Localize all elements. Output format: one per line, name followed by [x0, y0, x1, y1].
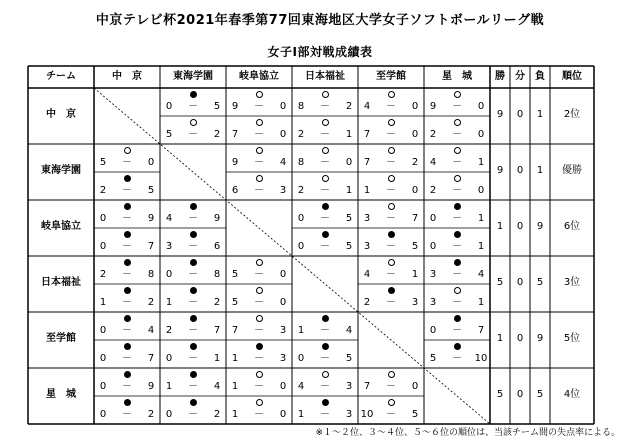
- score-opponent: 4: [147, 325, 155, 336]
- score-dash: －: [320, 157, 330, 168]
- wins-count: 5: [496, 389, 504, 400]
- open-circle-mark: [256, 315, 263, 322]
- open-circle-mark: [190, 119, 197, 126]
- score-opponent: 5: [345, 241, 353, 252]
- wins-count: 9: [496, 109, 504, 120]
- score-dash: －: [386, 185, 396, 196]
- score-opponent: 0: [279, 409, 287, 420]
- filled-circle-mark: [190, 91, 197, 98]
- open-circle-mark: [388, 147, 395, 154]
- filled-circle-mark: [322, 203, 329, 210]
- score-dash: －: [320, 129, 330, 140]
- score-opponent: 1: [345, 185, 353, 196]
- open-circle-mark: [322, 371, 329, 378]
- score-own: 0: [165, 409, 173, 420]
- filled-circle-mark: [124, 399, 131, 406]
- score-own: 10: [360, 409, 374, 420]
- score-own: 0: [297, 241, 305, 252]
- open-circle-mark: [388, 119, 395, 126]
- filled-circle-mark: [322, 315, 329, 322]
- score-dash: －: [320, 185, 330, 196]
- score-dash: －: [122, 185, 132, 196]
- score-opponent: 1: [477, 241, 485, 252]
- filled-circle-mark: [190, 371, 197, 378]
- score-own: 6: [231, 185, 239, 196]
- team-rank: 6位: [563, 221, 581, 232]
- score-own: 7: [363, 157, 371, 168]
- score-dash: －: [188, 353, 198, 364]
- filled-circle-mark: [124, 287, 131, 294]
- team-name: 日本福祉: [41, 277, 81, 288]
- score-own: 0: [99, 241, 107, 252]
- page-title: 中京テレビ杯2021年春季第77回東海地区大学女子ソフトボールリーグ戦: [95, 13, 545, 28]
- team-rank: 4位: [563, 389, 581, 400]
- score-own: 4: [363, 269, 371, 280]
- score-opponent: 5: [411, 409, 419, 420]
- score-own: 0: [99, 381, 107, 392]
- score-opponent: 0: [279, 269, 287, 280]
- losses-count: 1: [536, 109, 544, 120]
- score-opponent: 4: [345, 325, 353, 336]
- draws-count: 0: [516, 221, 524, 232]
- team-name: 至学館: [46, 333, 76, 344]
- score-own: 2: [363, 297, 371, 308]
- score-own: 0: [429, 241, 437, 252]
- score-opponent: 8: [213, 269, 221, 280]
- team-rank: 2位: [563, 109, 581, 120]
- score-opponent: 4: [213, 381, 221, 392]
- score-opponent: 0: [477, 101, 485, 112]
- open-circle-mark: [388, 399, 395, 406]
- score-dash: －: [452, 213, 462, 224]
- score-own: 1: [231, 409, 239, 420]
- score-dash: －: [320, 409, 330, 420]
- open-circle-mark: [388, 91, 395, 98]
- filled-circle-mark: [190, 231, 197, 238]
- team-rank: 5位: [563, 333, 581, 344]
- filled-circle-mark: [124, 231, 131, 238]
- score-own: 2: [429, 129, 437, 140]
- score-opponent: 0: [477, 185, 485, 196]
- score-own: 1: [231, 353, 239, 364]
- score-own: 7: [231, 129, 239, 140]
- score-own: 4: [297, 381, 305, 392]
- score-opponent: 0: [411, 101, 419, 112]
- score-dash: －: [386, 241, 396, 252]
- filled-circle-mark: [454, 259, 461, 266]
- open-circle-mark: [454, 119, 461, 126]
- score-own: 0: [99, 409, 107, 420]
- filled-circle-mark: [124, 371, 131, 378]
- filled-circle-mark: [190, 259, 197, 266]
- filled-circle-mark: [124, 175, 131, 182]
- team-name: 東海学園: [41, 165, 81, 176]
- draws-count: 0: [516, 389, 524, 400]
- score-opponent: 0: [345, 157, 353, 168]
- score-dash: －: [452, 241, 462, 252]
- score-dash: －: [320, 325, 330, 336]
- score-dash: －: [386, 297, 396, 308]
- score-own: 8: [297, 157, 305, 168]
- score-opponent: 2: [147, 409, 155, 420]
- score-opponent: 10: [474, 353, 488, 364]
- score-own: 3: [429, 297, 437, 308]
- score-own: 0: [165, 101, 173, 112]
- score-dash: －: [188, 101, 198, 112]
- open-circle-mark: [256, 175, 263, 182]
- score-dash: －: [320, 101, 330, 112]
- score-own: 0: [99, 325, 107, 336]
- filled-circle-mark: [454, 231, 461, 238]
- header-opponent: 中 京: [112, 71, 142, 82]
- wins-count: 1: [496, 221, 504, 232]
- score-dash: －: [122, 409, 132, 420]
- score-dash: －: [254, 381, 264, 392]
- score-dash: －: [386, 409, 396, 420]
- score-opponent: 1: [477, 297, 485, 308]
- score-dash: －: [254, 297, 264, 308]
- score-dash: －: [386, 269, 396, 280]
- team-rank: 3位: [563, 277, 581, 288]
- open-circle-mark: [322, 147, 329, 154]
- score-own: 7: [363, 129, 371, 140]
- score-own: 2: [297, 185, 305, 196]
- score-dash: －: [188, 213, 198, 224]
- score-opponent: 3: [411, 297, 419, 308]
- score-dash: －: [254, 353, 264, 364]
- score-own: 0: [297, 213, 305, 224]
- score-dash: －: [386, 129, 396, 140]
- filled-circle-mark: [124, 259, 131, 266]
- open-circle-mark: [388, 371, 395, 378]
- score-opponent: 8: [147, 269, 155, 280]
- footnote: ※１〜２位、３〜４位、５〜６位の順位は、当該チーム間の失点率による。: [315, 428, 620, 438]
- score-own: 5: [99, 157, 107, 168]
- score-opponent: 3: [345, 409, 353, 420]
- filled-circle-mark: [322, 231, 329, 238]
- score-own: 0: [429, 325, 437, 336]
- score-opponent: 7: [411, 213, 419, 224]
- filled-circle-mark: [256, 343, 263, 350]
- header-draws: 分: [515, 71, 525, 82]
- score-own: 1: [165, 381, 173, 392]
- filled-circle-mark: [322, 399, 329, 406]
- score-opponent: 0: [279, 381, 287, 392]
- draws-count: 0: [516, 333, 524, 344]
- score-dash: －: [122, 241, 132, 252]
- score-own: 2: [165, 325, 173, 336]
- score-opponent: 5: [411, 241, 419, 252]
- score-opponent: 1: [477, 157, 485, 168]
- score-opponent: 6: [213, 241, 221, 252]
- score-own: 4: [429, 157, 437, 168]
- score-opponent: 9: [147, 213, 155, 224]
- filled-circle-mark: [454, 203, 461, 210]
- open-circle-mark: [256, 287, 263, 294]
- score-dash: －: [452, 269, 462, 280]
- score-own: 1: [363, 185, 371, 196]
- filled-circle-mark: [124, 343, 131, 350]
- table-subtitle: 女子Ⅰ部対戦成績表: [267, 45, 373, 59]
- score-opponent: 2: [213, 129, 221, 140]
- score-opponent: 0: [411, 381, 419, 392]
- score-own: 1: [99, 297, 107, 308]
- score-dash: －: [254, 129, 264, 140]
- score-dash: －: [254, 409, 264, 420]
- score-opponent: 9: [147, 381, 155, 392]
- score-opponent: 2: [213, 297, 221, 308]
- filled-circle-mark: [388, 287, 395, 294]
- header-opponent: 日本福祉: [305, 71, 345, 82]
- open-circle-mark: [454, 147, 461, 154]
- score-own: 5: [231, 297, 239, 308]
- score-opponent: 4: [279, 157, 287, 168]
- header-opponent: 至学館: [376, 71, 406, 82]
- draws-count: 0: [516, 109, 524, 120]
- score-opponent: 2: [213, 409, 221, 420]
- filled-circle-mark: [124, 315, 131, 322]
- score-dash: －: [452, 325, 462, 336]
- header-opponent: 星 城: [442, 71, 472, 82]
- score-opponent: 0: [279, 129, 287, 140]
- score-own: 7: [231, 325, 239, 336]
- score-dash: －: [122, 269, 132, 280]
- score-dash: －: [122, 297, 132, 308]
- losses-count: 9: [536, 333, 544, 344]
- score-dash: －: [320, 241, 330, 252]
- score-opponent: 1: [345, 129, 353, 140]
- open-circle-mark: [388, 259, 395, 266]
- open-circle-mark: [454, 91, 461, 98]
- losses-count: 5: [536, 389, 544, 400]
- score-dash: －: [452, 157, 462, 168]
- score-dash: －: [452, 129, 462, 140]
- team-name: 岐阜協立: [41, 221, 81, 232]
- score-own: 5: [165, 129, 173, 140]
- score-opponent: 5: [213, 101, 221, 112]
- wins-count: 1: [496, 333, 504, 344]
- open-circle-mark: [256, 119, 263, 126]
- score-dash: －: [452, 185, 462, 196]
- header-team: チーム: [46, 71, 76, 82]
- header-wins: 勝: [495, 71, 505, 82]
- score-own: 8: [297, 101, 305, 112]
- losses-count: 9: [536, 221, 544, 232]
- draws-count: 0: [516, 165, 524, 176]
- wins-count: 9: [496, 165, 504, 176]
- score-dash: －: [386, 157, 396, 168]
- score-own: 2: [99, 269, 107, 280]
- score-dash: －: [188, 325, 198, 336]
- score-own: 0: [99, 213, 107, 224]
- score-dash: －: [386, 381, 396, 392]
- score-opponent: 9: [213, 213, 221, 224]
- score-own: 0: [99, 353, 107, 364]
- score-dash: －: [188, 409, 198, 420]
- filled-circle-mark: [322, 343, 329, 350]
- score-opponent: 7: [477, 325, 485, 336]
- score-opponent: 7: [147, 241, 155, 252]
- score-dash: －: [122, 325, 132, 336]
- score-opponent: 1: [477, 213, 485, 224]
- filled-circle-mark: [190, 287, 197, 294]
- open-circle-mark: [256, 91, 263, 98]
- score-dash: －: [122, 381, 132, 392]
- header-losses: 負: [535, 71, 545, 82]
- score-own: 9: [429, 101, 437, 112]
- score-dash: －: [254, 269, 264, 280]
- score-own: 9: [231, 101, 239, 112]
- score-opponent: 7: [147, 353, 155, 364]
- score-own: 3: [165, 241, 173, 252]
- score-opponent: 0: [279, 297, 287, 308]
- score-dash: －: [188, 241, 198, 252]
- open-circle-mark: [322, 91, 329, 98]
- score-own: 0: [429, 213, 437, 224]
- score-dash: －: [320, 353, 330, 364]
- filled-circle-mark: [190, 399, 197, 406]
- score-opponent: 3: [279, 353, 287, 364]
- team-rank: 優勝: [562, 165, 582, 176]
- score-opponent: 2: [147, 297, 155, 308]
- score-own: 1: [297, 325, 305, 336]
- filled-circle-mark: [190, 315, 197, 322]
- draws-count: 0: [516, 277, 524, 288]
- score-opponent: 1: [411, 269, 419, 280]
- open-circle-mark: [256, 259, 263, 266]
- score-dash: －: [188, 269, 198, 280]
- score-dash: －: [320, 213, 330, 224]
- score-dash: －: [254, 101, 264, 112]
- score-opponent: 2: [345, 101, 353, 112]
- open-circle-mark: [256, 371, 263, 378]
- score-own: 0: [297, 353, 305, 364]
- score-own: 0: [165, 353, 173, 364]
- score-dash: －: [254, 325, 264, 336]
- open-circle-mark: [256, 399, 263, 406]
- losses-count: 1: [536, 165, 544, 176]
- open-circle-mark: [124, 147, 131, 154]
- open-circle-mark: [454, 175, 461, 182]
- filled-circle-mark: [388, 231, 395, 238]
- score-opponent: 0: [147, 157, 155, 168]
- score-own: 1: [165, 297, 173, 308]
- score-own: 2: [99, 185, 107, 196]
- header-rank: 順位: [562, 71, 582, 82]
- score-own: 2: [297, 129, 305, 140]
- score-opponent: 3: [279, 325, 287, 336]
- score-dash: －: [188, 381, 198, 392]
- filled-circle-mark: [190, 203, 197, 210]
- score-opponent: 2: [411, 157, 419, 168]
- score-dash: －: [254, 157, 264, 168]
- open-circle-mark: [388, 175, 395, 182]
- score-own: 4: [165, 213, 173, 224]
- score-opponent: 5: [345, 353, 353, 364]
- score-opponent: 7: [213, 325, 221, 336]
- score-opponent: 0: [477, 129, 485, 140]
- score-opponent: 5: [345, 213, 353, 224]
- filled-circle-mark: [124, 203, 131, 210]
- losses-count: 5: [536, 277, 544, 288]
- header-opponent: 東海学園: [173, 71, 213, 82]
- score-opponent: 3: [279, 185, 287, 196]
- open-circle-mark: [322, 175, 329, 182]
- filled-circle-mark: [190, 343, 197, 350]
- score-own: 3: [363, 241, 371, 252]
- score-opponent: 4: [477, 269, 485, 280]
- score-dash: －: [122, 213, 132, 224]
- team-name: 中 京: [46, 109, 76, 120]
- score-dash: －: [452, 297, 462, 308]
- score-own: 1: [231, 381, 239, 392]
- open-circle-mark: [388, 203, 395, 210]
- score-own: 4: [363, 101, 371, 112]
- score-opponent: 1: [213, 353, 221, 364]
- score-opponent: 0: [411, 185, 419, 196]
- score-own: 0: [165, 269, 173, 280]
- score-dash: －: [452, 353, 462, 364]
- score-dash: －: [386, 213, 396, 224]
- score-dash: －: [188, 129, 198, 140]
- score-dash: －: [254, 185, 264, 196]
- team-name: 星 城: [46, 389, 76, 400]
- score-dash: －: [452, 101, 462, 112]
- score-own: 1: [297, 409, 305, 420]
- score-dash: －: [386, 101, 396, 112]
- filled-circle-mark: [454, 343, 461, 350]
- open-circle-mark: [322, 119, 329, 126]
- score-own: 7: [363, 381, 371, 392]
- score-opponent: 0: [279, 101, 287, 112]
- score-own: 2: [429, 185, 437, 196]
- header-opponent: 岐阜協立: [239, 71, 279, 82]
- score-dash: －: [122, 157, 132, 168]
- score-opponent: 5: [147, 185, 155, 196]
- score-own: 9: [231, 157, 239, 168]
- score-dash: －: [122, 353, 132, 364]
- wins-count: 5: [496, 277, 504, 288]
- score-dash: －: [188, 297, 198, 308]
- score-own: 5: [429, 353, 437, 364]
- score-own: 3: [429, 269, 437, 280]
- score-opponent: 3: [345, 381, 353, 392]
- score-own: 5: [231, 269, 239, 280]
- open-circle-mark: [256, 147, 263, 154]
- open-circle-mark: [454, 287, 461, 294]
- score-own: 3: [363, 213, 371, 224]
- score-opponent: 0: [411, 129, 419, 140]
- score-dash: －: [320, 381, 330, 392]
- filled-circle-mark: [454, 315, 461, 322]
